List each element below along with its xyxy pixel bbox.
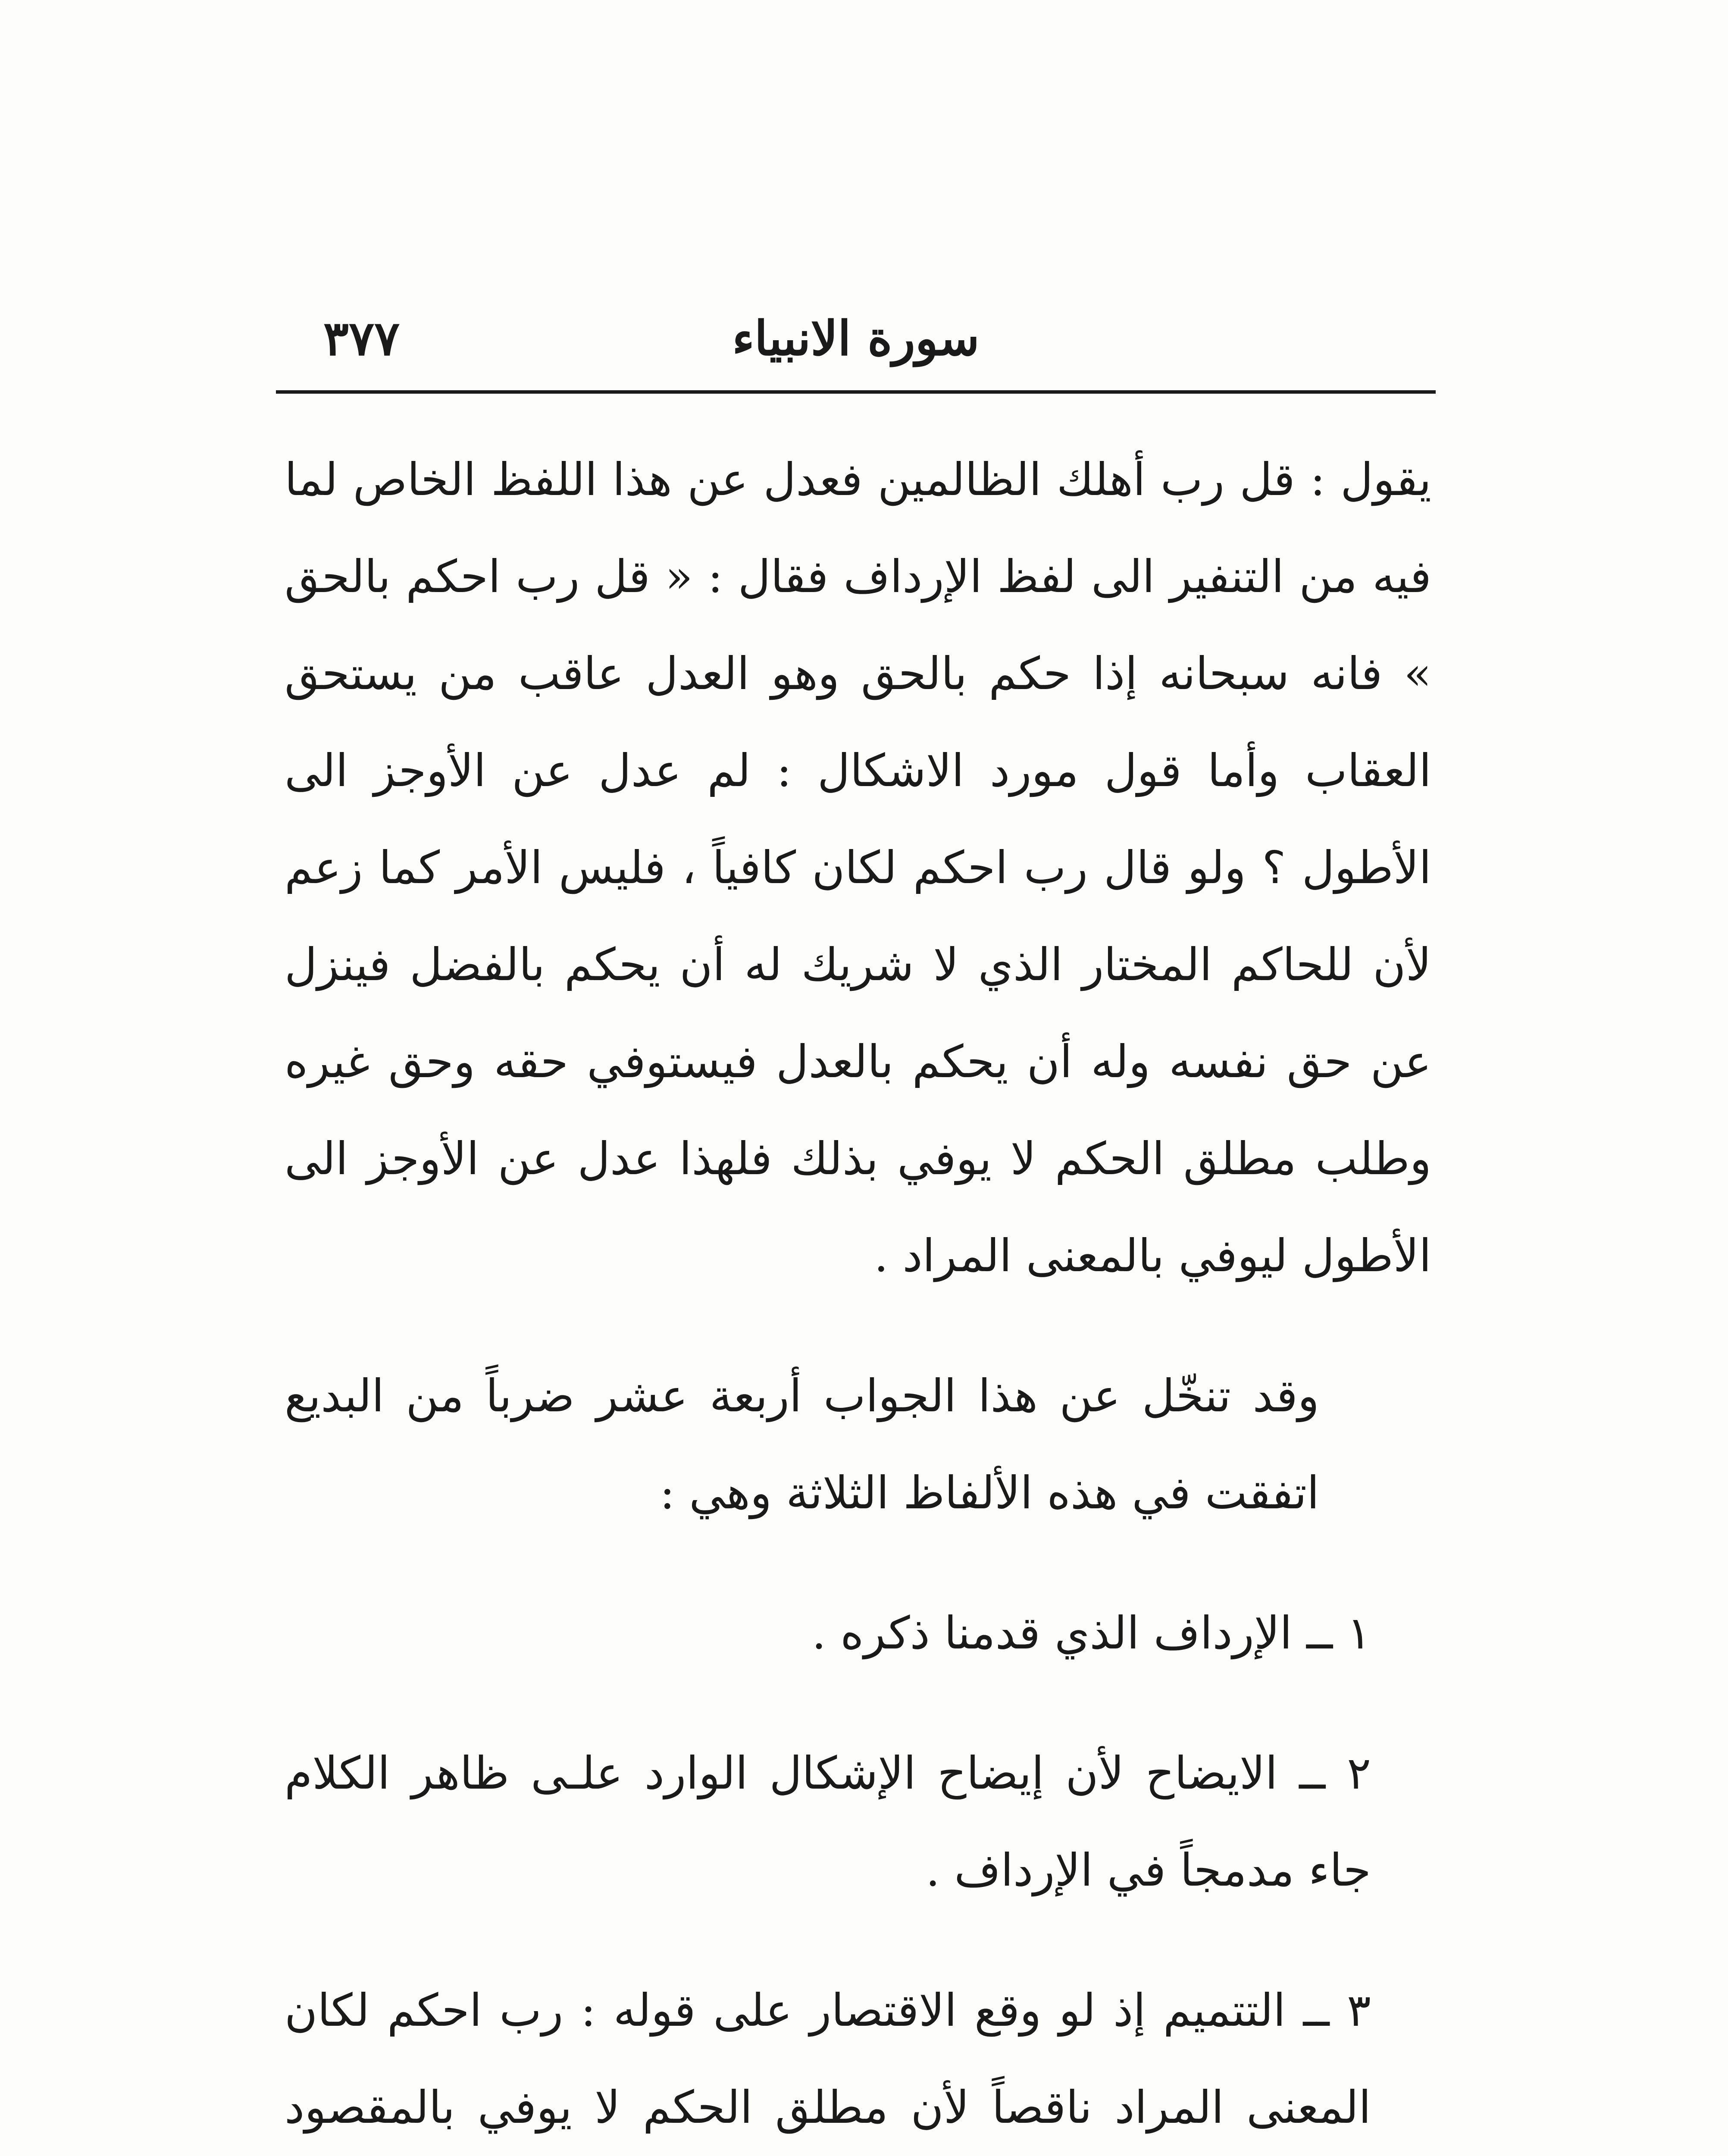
header-divider <box>276 390 1436 394</box>
page-body <box>285 431 1431 2156</box>
paragraph-1: يقول : قل رب أهلك الظالمين فعدل عن هذا اللفظ الخاص لما فيه من التنفير الى لفظ الإرداف فقال : « قل رب احكم بالحق » فانه سبحانه إذا حكم بالحق وهو العدل عاقب من يستحق العقاب وأما قول مورد الاشكال : لم عدل عن الأوجز الى الأطول ؟ ولو قال رب احكم لكان كافياً ، فليس الأمر كما زعم لأن للحاكم المختار الذي لا شريك له أن يحكم بالفضل فينزل عن حق نفسه وله أن يحكم بالعدل فيستوفي حقه وحق غيره وطلب مطلق الحكم لا يوفي بذلك فلهذا عدل عن الأوجز الى الأطول ليوفي بالمعنى المراد . <box>285 453 1431 1282</box>
list-item-3: ٣ ــ التتميم إذ لو وقع الاقتصار على قوله : رب احكم لكان المعنى المراد ناقصاً لأن مطلق الحكم لا يوفي بالمقصود <box>285 1984 1371 2134</box>
page-header <box>276 293 1436 379</box>
page-number: ٣٧٧ <box>323 310 400 366</box>
paragraph-2: وقد تنخّل عن هذا الجواب أربعة عشر ضرباً من البديع اتفقت في هذه الألفاظ الثلاثة وهي : <box>285 1369 1319 1519</box>
running-title: سورة الانبياء <box>732 310 980 366</box>
list-item-2: ٢ ــ الايضاح لأن إيضاح الإشكال الوارد علـى ظاهر الكلام جاء مدمجاً في الإرداف . <box>285 1747 1371 1896</box>
list-item-1: ١ ــ الإرداف الذي قدمنا ذكره . <box>811 1607 1371 1659</box>
